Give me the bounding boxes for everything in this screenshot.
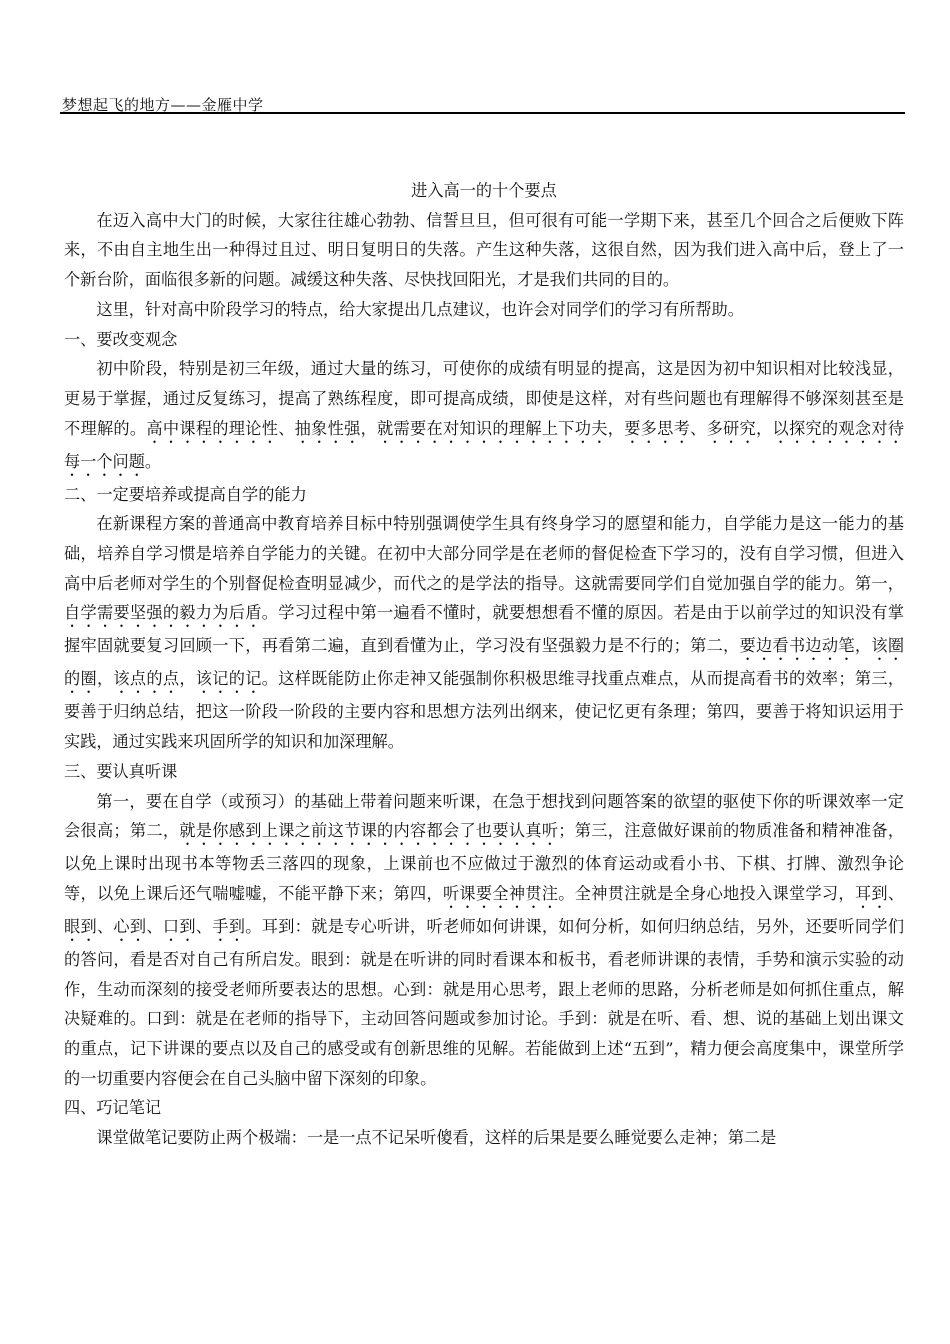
s3-emphasis-3: 耳到、眼到、心到、口到、手到 [64, 883, 905, 936]
s2-emphasis-1: 自学需要坚强的毅力为后盾 [64, 603, 262, 623]
s3-emphasis-2: 听课要全神贯注 [442, 883, 559, 903]
s2-text-e: 。这样既能防止你走神又能强制你积极思维寻找重点难点，从而提高看书的效率；第三，要善于归纳总结，把这一阶段一阶段的主要内容和思想方法列出纲来，使记忆更有条理；第四，要善于将知识运用于实践，通过实践来巩固所学的知识和加深理解。 [64, 669, 905, 752]
s3-text-a: 第一，要在自学（或预习）的基础上带着问题来听课，在急于想找到问题答案的欲望的驱使下你的听课效率一定会很高；第二， [64, 791, 904, 841]
s3-emphasis-1: 就是你感到上课之前这节课的内容都会了也要认真听 [179, 821, 559, 841]
page-header: 梦想起飞的地方——金雁中学 [62, 96, 264, 114]
section-4-paragraph: 课堂做笔记要防止两个极端：一是一点不记呆听傻看，这样的后果是要么睡觉要么走神；第二是 [96, 1128, 777, 1148]
s3-text-g: 。耳到：就是专心听讲，听老师如何讲课，如何分析，如何归纳总结，另外，还要听同学们的答问，看是否对自己有所启发。眼到：就是在听讲的同时看课本和板书，看老师讲课的表情，手势和演示实验的动作，生动而深刻的接受老师所要表达的思想。心到：就是用心思考，跟上老师的思路，分析老师是如何抓住重点，解决疑难的。口到：就是在老师的指导下，主动回答问题或参加讨论。手到：就是在听、看、想、说的基础上划出课文的重点，记下讲课的要点以及自己的感受或有创新思维的见解。若能做到上述“五到”，精力便会高度集中，课堂所学的一切重要内容便会在自己头脑中留下深刻的印象。 [64, 916, 905, 1088]
section-1-paragraph [64, 354, 904, 479]
section-2-heading: 二、一定要培养或提高自学的能力 [64, 484, 307, 504]
intro-paragraph-2: 这里，针对高中阶段学习的特点，给大家提出几点建议，也许会对同学们的学习有所帮助。 [96, 299, 744, 319]
s2-emphasis-2: 要边看书边动笔，该圈的圈，该点的点，该记的记 [64, 636, 905, 689]
section-3-paragraph [64, 787, 904, 1094]
s3-text-c: ；第三，注意做好课前的物质准备和精神准备，以免上课时出现书本等物丢三落四的现象，上课前也不应做过于激烈的体育运动或看小书、下棋、打牌、激烈争论等，以免上课后还气喘嘘嘘，不能平静下来；第四， [64, 821, 905, 903]
document-title: 进入高一的十个要点 [411, 181, 557, 200]
section-1-heading: 一、要改变观念 [64, 329, 178, 349]
header-divider [60, 112, 905, 114]
s2-text-c: 。学习过程中第一遍看不懂时，就要想想看不懂的原因。若是由于以前学过的知识没有掌握牢固就要复习回顾一下，再看第二遍，直到看懂为止，学习没有坚强毅力是不行的；第二， [64, 603, 905, 656]
document-body [64, 176, 904, 1153]
section-2-paragraph [64, 509, 904, 757]
intro-paragraph-1: 在迈入高中大门的时候，大家往往雄心勃勃、信誓旦旦，但可很有可能一学期下来，甚至几个回合之后便败下阵来，不由自主地生出一种得过且过、明日复明日的失落。产生这种失落，这很自然，因为我们进入高中后，登上了一个新台阶，面临很多新的问题。减缓这种失落、尽快找回阳光，才是我们共同的目的。 [64, 210, 904, 290]
section-4-heading: 四、巧记笔记 [64, 1098, 162, 1118]
s1-text-a: 初中阶段，特别是初三年级，通过大量的练习，可使你的成绩有明显的提高，这是因为初中知识相对比较浅显，更易于掌握，通过反复练习，提高了熟练程度，即可提高成绩，即使是这样，对有些问题也有理解得不够深刻甚至是不理解的。 [64, 359, 904, 438]
s1-emphasis: 高中课程的理论性、抽象性强，就需要在对知识的理解上下功夫，要多思考、多研究，以探究的观念对待每一个问题。 [64, 418, 905, 471]
s3-text-e: 。全神贯注就是全身心地投入课堂学习， [558, 883, 855, 903]
s2-text-a: 在新课程方案的普通高中教育培养目标中特别强调使学生具有终身学习的愿望和能力，自学能力是这一能力的基础，培养自学习惯是培养自学能力的关键。在初中大部分同学是在老师的督促检查下学习的，没有自学习惯，但进入高中后老师对学生的个别督促检查明显减少，而代之的是学法的指导。这就需要同学们自觉加强自学的能力。第一， [64, 514, 904, 593]
section-3-heading: 三、要认真听课 [64, 761, 178, 781]
